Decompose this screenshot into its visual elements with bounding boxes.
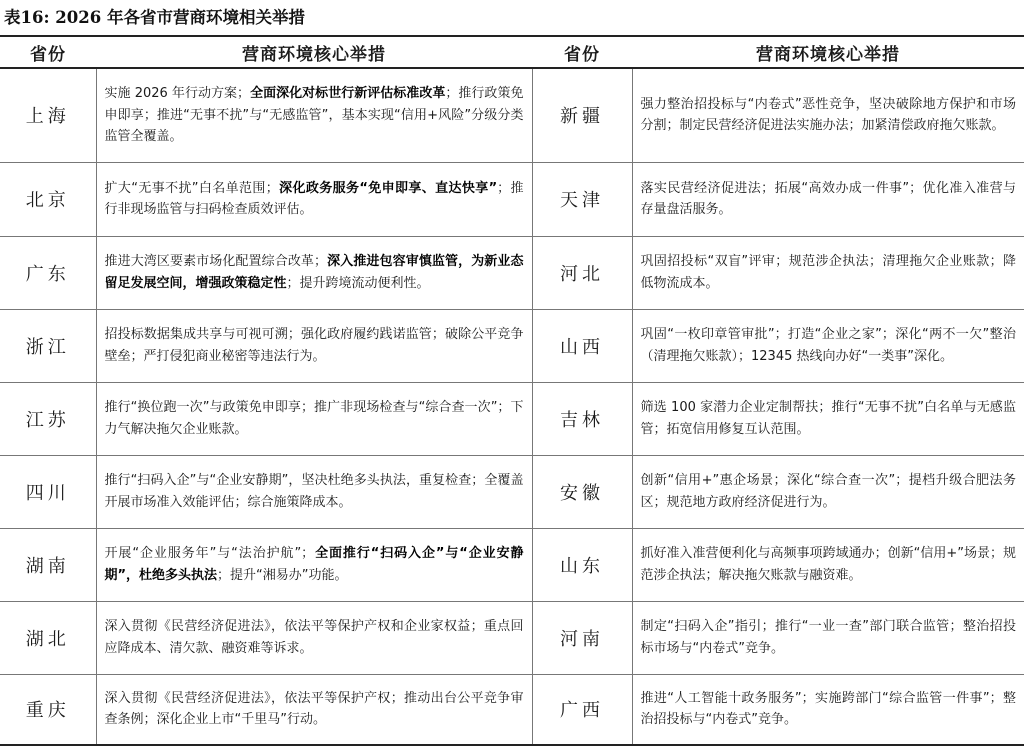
text-segment: 扩大“无事不扰”白名单范围； (104, 180, 279, 196)
text-segment: 实施 2026 年行动方案； (104, 86, 251, 101)
header-province-left: 省份 (0, 36, 96, 68)
measures-cell-left (96, 309, 532, 382)
text-segment: 巩固“一枚印章管审批”；打造“企业之家”；深化“两不一欠”整治（清理拖欠账款）；12345 热线向办好“一类事”深化。 (640, 327, 1016, 364)
text-segment: 落实民营经济促进法；拓展“高效办成一件事”；优化准入准营与存量盘活服务。 (640, 180, 1016, 217)
province-cell-left: 重庆 (0, 674, 96, 745)
province-cell-left: 湖南 (0, 528, 96, 601)
province-cell-left: 北京 (0, 162, 96, 236)
text-segment: 强力整治招投标与“内卷式”恶性竞争，坚决破除地方保护和市场分割；制定民营经济促进法实施办法；加紧清偿政府拖欠账款。 (640, 96, 1016, 134)
table-row (0, 382, 1024, 455)
province-cell-right: 天津 (532, 162, 632, 236)
table-row (0, 455, 1024, 528)
table-title: 表16: 2026 年各省市营商环境相关举措 (4, 8, 305, 27)
province-cell-right: 广西 (532, 674, 632, 745)
province-cell-right: 吉林 (532, 382, 632, 455)
province-cell-left: 上海 (0, 68, 96, 162)
measures-cell-right (632, 528, 1024, 601)
text-segment: 创新“信用+”惠企场景；深化“综合查一次”；提档升级合肥法务区；规范地方政府经济促进行为。 (640, 473, 1016, 510)
measures-cell-left (96, 601, 532, 674)
province-cell-right: 安徽 (532, 455, 632, 528)
table-row (0, 601, 1024, 674)
text-segment: 推行“扫码入企”与“企业安静期”，坚决杜绝多头执法，重复检查；全覆盖开展市场准入效能评估；综合施策降成本。 (104, 473, 524, 510)
text-segment: 巩固招投标“双盲”评审；规范涉企执法；清理拖欠企业账款；降低物流成本。 (640, 254, 1016, 291)
province-cell-right: 山东 (532, 528, 632, 601)
measures-cell-right (632, 674, 1024, 745)
measures-cell-left (96, 455, 532, 528)
text-segment: ；提升跨境流动便利性。 (286, 275, 430, 291)
text-segment: 推进大湾区要素市场化配置综合改革； (104, 254, 328, 269)
table-row (0, 236, 1024, 309)
measures-cell-left (96, 68, 532, 162)
table-row (0, 674, 1024, 745)
measures-cell-right (632, 601, 1024, 674)
province-cell-right: 山西 (532, 309, 632, 382)
bold-text-segment: 全面推行“扫码入企”与“企业安静期”，杜绝多头执法 (104, 546, 524, 583)
province-cell-right: 新疆 (532, 68, 632, 162)
province-cell-right: 河南 (532, 601, 632, 674)
bold-text-segment: 深化政务服务“免申即享、直达快享” (278, 180, 498, 196)
province-cell-left: 江苏 (0, 382, 96, 455)
measures-cell-left (96, 162, 532, 236)
province-cell-right: 河北 (532, 236, 632, 309)
text-segment: ；推行政策免申即享；推进“无事不扰”与“无感监管”，基本实现“信用+风险”分级分类监管全覆盖。 (104, 86, 524, 144)
text-segment: ；提升“湘易办”功能。 (217, 567, 348, 583)
text-segment: 深入贯彻《民营经济促进法》，依法平等保护产权；推动出台公平竞争审查条例；深化企业上市“千里马”行动。 (104, 690, 524, 728)
text-segment: 制定“扫码入企”指引；推行“一业一查”部门联合监管；整治招投标市场与“内卷式”竞争。 (640, 619, 1016, 656)
table-body (0, 68, 1024, 745)
text-segment: 筛选 100 家潜力企业定制帮扶；推行“无事不扰”白名单与无感监管；拓宽信用修复互认范围。 (640, 400, 1016, 437)
measures-cell-right (632, 162, 1024, 236)
text-segment: 抓好准入准营便利化与高频事项跨域通办；创新“信用+”场景；规范涉企执法；解决拖欠账款与融资难。 (640, 546, 1016, 583)
table-row (0, 68, 1024, 162)
text-segment: 推进“人工智能十政务服务”；实施跨部门“综合监管一件事”；整治招投标与“内卷式”竞争。 (640, 690, 1016, 728)
measures-cell-right (632, 309, 1024, 382)
measures-cell-right (632, 382, 1024, 455)
text-segment: 推行“换位跑一次”与政策免申即享；推广非现场检查与“综合查一次”；下力气解决拖欠企业账款。 (104, 400, 524, 437)
text-segment: 深入贯彻《民营经济促进法》，依法平等保护产权和企业家权益；重点回应降成本、清欠款、融资难等诉求。 (104, 619, 524, 656)
measures-cell-right (632, 68, 1024, 162)
table-row (0, 309, 1024, 382)
measures-cell-left (96, 528, 532, 601)
table-header-row (0, 36, 1024, 68)
header-measures-right: 营商环境核心举措 (632, 36, 1024, 68)
measures-cell-left (96, 236, 532, 309)
province-cell-left: 四川 (0, 455, 96, 528)
province-cell-left: 湖北 (0, 601, 96, 674)
province-cell-left: 广东 (0, 236, 96, 309)
text-segment: 开展“企业服务年”与“法治护航”； (104, 546, 315, 561)
measures-table (0, 35, 1024, 746)
measures-cell-left (96, 382, 532, 455)
table-row (0, 528, 1024, 601)
bold-text-segment: 全面深化对标世行新评估标准改革 (250, 86, 446, 101)
measures-cell-right (632, 455, 1024, 528)
text-segment: 招投标数据集成共享与可视可溯；强化政府履约践诺监管；破除公平竞争壁垒；严打侵犯商业秘密等违法行为。 (104, 327, 524, 364)
measures-cell-right (632, 236, 1024, 309)
header-measures-left: 营商环境核心举措 (96, 36, 532, 68)
measures-cell-left (96, 674, 532, 745)
province-cell-left: 浙江 (0, 309, 96, 382)
header-province-right: 省份 (532, 36, 632, 68)
bold-text-segment: 深入推进包容审慎监管，为新业态留足发展空间，增强政策稳定性 (104, 254, 524, 291)
text-segment: ；推行非现场监管与扫码检查质效评估。 (104, 180, 524, 217)
table-row (0, 162, 1024, 236)
